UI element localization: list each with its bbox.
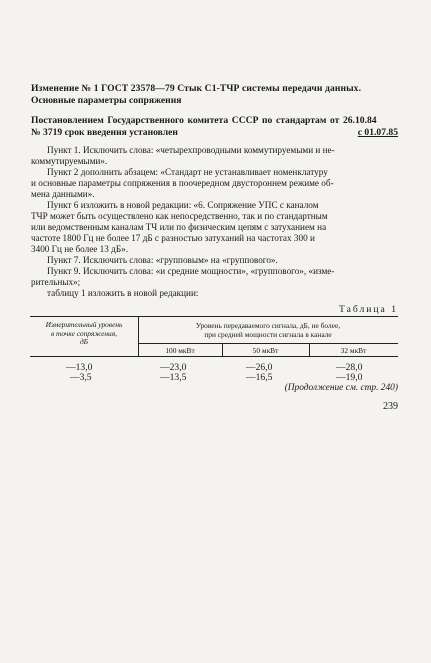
table-cell-level: —13,0: [66, 362, 93, 373]
page-number: 239: [383, 401, 398, 412]
table-header-bottom-rule: [30, 356, 398, 357]
paragraph-item-9-cont: [31, 277, 398, 288]
text-line: рительных»;: [31, 277, 81, 287]
text-line: и основные параметры сопряжения в поочередном двустороннем режиме об-: [31, 177, 334, 188]
text-line: Пункт 6 изложить в новой редакции: «6. Сопряжение УПС с каналом: [47, 200, 319, 210]
text-line: Пункт 2 дополнить абзацем: «Стандарт не устанавливает номенклатуру: [47, 167, 328, 177]
table-cell-100: —13,5: [160, 372, 187, 383]
table-cell-100: —23,0: [160, 362, 187, 373]
table-cell-50: —16,5: [246, 372, 273, 383]
table-cell-50: —26,0: [246, 362, 273, 373]
text-line: Пункт 9. Исключить слова: «и средние мощности», «группового», «изме-: [47, 266, 335, 276]
paragraph-item-2: [31, 167, 398, 200]
amendment-subtitle: Основные параметры сопряжения: [31, 95, 182, 106]
text-line: Пункт 7. Исключить слова: «групповым» на «группового».: [47, 255, 278, 265]
text-line: Пункт 1. Исключить слова: «четырехпроводными коммутируемыми и не-: [47, 145, 335, 155]
text-line: или ведомственным каналам ТЧ или по физическим цепям с затуханием на: [31, 221, 327, 232]
table-header-level: [30, 321, 138, 347]
table-caption: Таблица 1: [338, 304, 398, 315]
text-line: ТЧР может быть осуществлено как непосредственно, так и по стандартным: [31, 210, 328, 221]
text-line: таблицу 1 изложить в новой редакции:: [47, 288, 199, 298]
paragraph-item-1: [31, 145, 398, 167]
text-line: частоте 1800 Гц не более 17 дБ с разностью затуханий на частотах 300 и: [31, 232, 315, 243]
table-col-header-50: 50 мкВт: [252, 346, 279, 355]
paragraph-item-9: [31, 266, 398, 277]
resolution-line: Постановлением Государственного комитета СССР по стандартам от 26.10.84: [31, 115, 377, 126]
amendment-title: Изменение № 1 ГОСТ 23578—79 Стык С1-ТЧР системы передачи данных.: [31, 83, 362, 94]
resolution-number: № 3719 срок введения установлен: [31, 127, 178, 138]
paragraph-item-9-table-intro: [31, 288, 398, 299]
text-line: 3400 Гц не более 13 дБ».: [31, 243, 128, 254]
table-col-header-100: 100 мкВт: [165, 346, 195, 355]
table-cell-32: —28,0: [336, 362, 363, 373]
header-text: при средней мощности сигнала в канале: [204, 329, 332, 339]
header-text: дБ: [79, 337, 89, 347]
table-top-rule: [30, 316, 398, 317]
table-col-header-32: 32 мкВт: [340, 346, 367, 355]
paragraph-item-6: [31, 200, 398, 255]
text-line: коммутируемыми».: [31, 155, 108, 166]
table-cell-level: —3,5: [70, 372, 92, 383]
header-text: в точке сопряжения,: [50, 328, 118, 338]
table-subheader-rule: [138, 343, 398, 344]
effective-date: с 01.07.85: [357, 127, 398, 138]
continuation-note: (Продолжение см. стр. 240): [284, 383, 398, 393]
table-cell-32: —19,0: [336, 372, 363, 383]
paragraph-item-7: [31, 255, 398, 266]
text-line: мена данными».: [31, 188, 95, 199]
table-header-group: [138, 322, 398, 339]
header-text: Измерительный уровень: [45, 320, 123, 329]
header-text: Уровень передаваемого сигнала, дБ, не более,: [195, 321, 341, 330]
